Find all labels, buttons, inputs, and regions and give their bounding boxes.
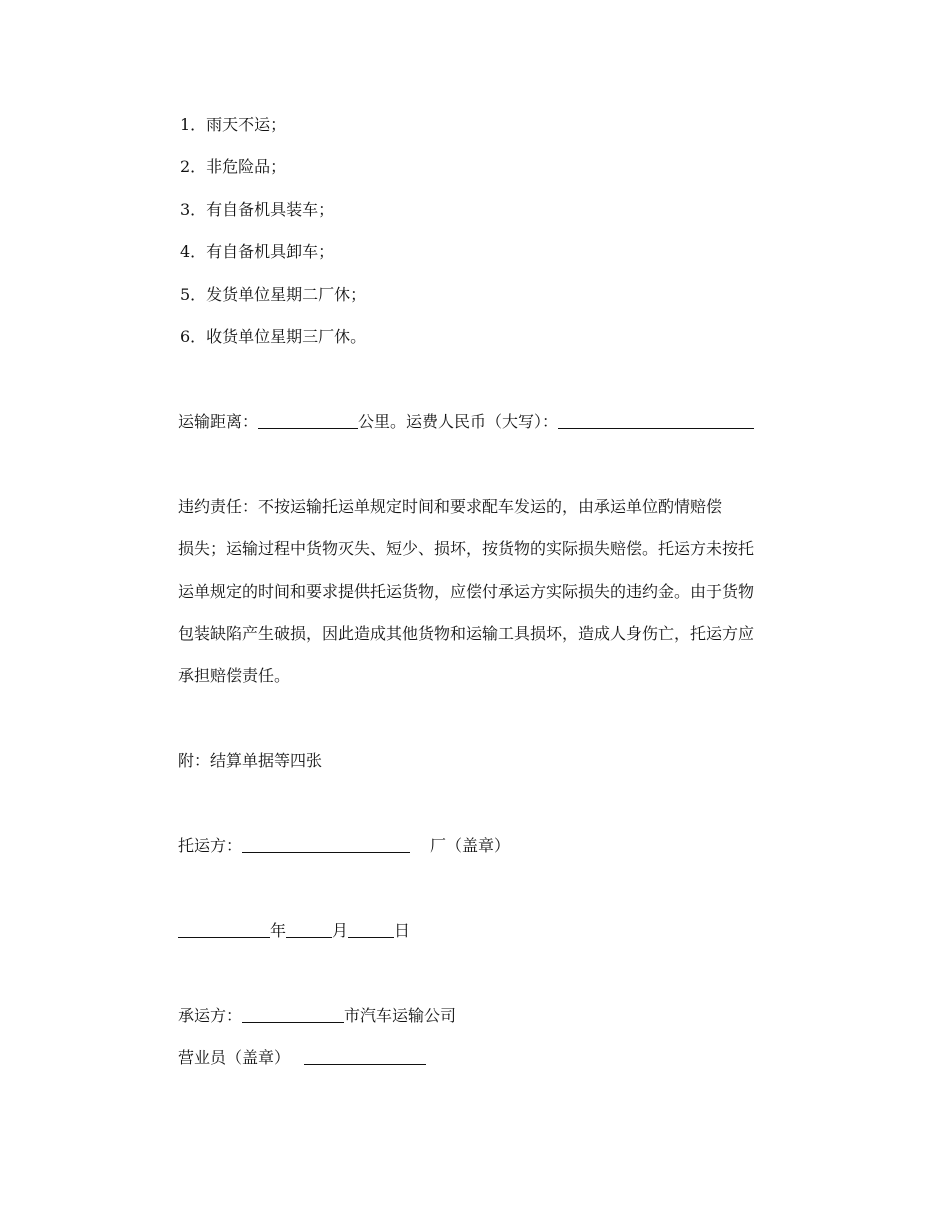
carrier-line xyxy=(178,1005,456,1027)
salesperson-line xyxy=(178,1047,426,1069)
distance-label: 运输距离： xyxy=(178,412,259,431)
date-line xyxy=(178,920,410,942)
carrier-label: 承运方： xyxy=(178,1006,243,1025)
day-blank xyxy=(348,921,394,938)
shipper-blank xyxy=(242,836,410,853)
distance-unit-fee-label: 公里。运费人民币（大写）： xyxy=(358,412,559,431)
salesperson-label: 营业员（盖章） xyxy=(178,1048,291,1067)
condition-item-2: 2．非危险品； xyxy=(180,157,287,176)
condition-item-4: 4．有自备机具卸车； xyxy=(180,242,335,261)
distance-line xyxy=(178,411,754,433)
carrier-company-label: 市汽车运输公司 xyxy=(344,1006,457,1025)
shipper-line xyxy=(178,835,510,857)
year-label: 年 xyxy=(270,921,287,940)
condition-item-3: 3．有自备机具装车； xyxy=(180,200,335,219)
salesperson-blank xyxy=(304,1048,426,1065)
condition-item-1: 1．雨天不运； xyxy=(180,115,287,134)
fee-blank xyxy=(558,412,754,429)
distance-blank xyxy=(258,412,358,429)
liability-line-1: 违约责任：不按运输托运单规定时间和要求配车发运的，由承运单位酌情赔偿 xyxy=(178,497,723,516)
condition-item-6: 6．收货单位星期三厂休。 xyxy=(180,327,367,346)
month-blank xyxy=(286,921,332,938)
carrier-blank xyxy=(242,1006,344,1023)
liability-line-4: 包装缺陷产生破损，因此造成其他货物和运输工具损坏，造成人身伤亡，托运方应 xyxy=(178,624,755,643)
liability-line-2: 损失；运输过程中货物灭失、短少、损坏，按货物的实际损失赔偿。托运方未按托 xyxy=(178,539,755,558)
attachment-note: 附：结算单据等四张 xyxy=(178,751,323,770)
day-label: 日 xyxy=(394,921,411,940)
condition-item-5: 5．发货单位星期二厂休； xyxy=(180,285,367,304)
shipper-seal-label: 厂（盖章） xyxy=(430,836,511,855)
liability-line-3: 运单规定的时间和要求提供托运货物，应偿付承运方实际损失的违约金。由于货物 xyxy=(178,582,755,601)
month-label: 月 xyxy=(332,921,349,940)
liability-line-5: 承担赔偿责任。 xyxy=(178,666,291,685)
year-blank xyxy=(178,921,270,938)
shipper-label: 托运方： xyxy=(178,836,243,855)
